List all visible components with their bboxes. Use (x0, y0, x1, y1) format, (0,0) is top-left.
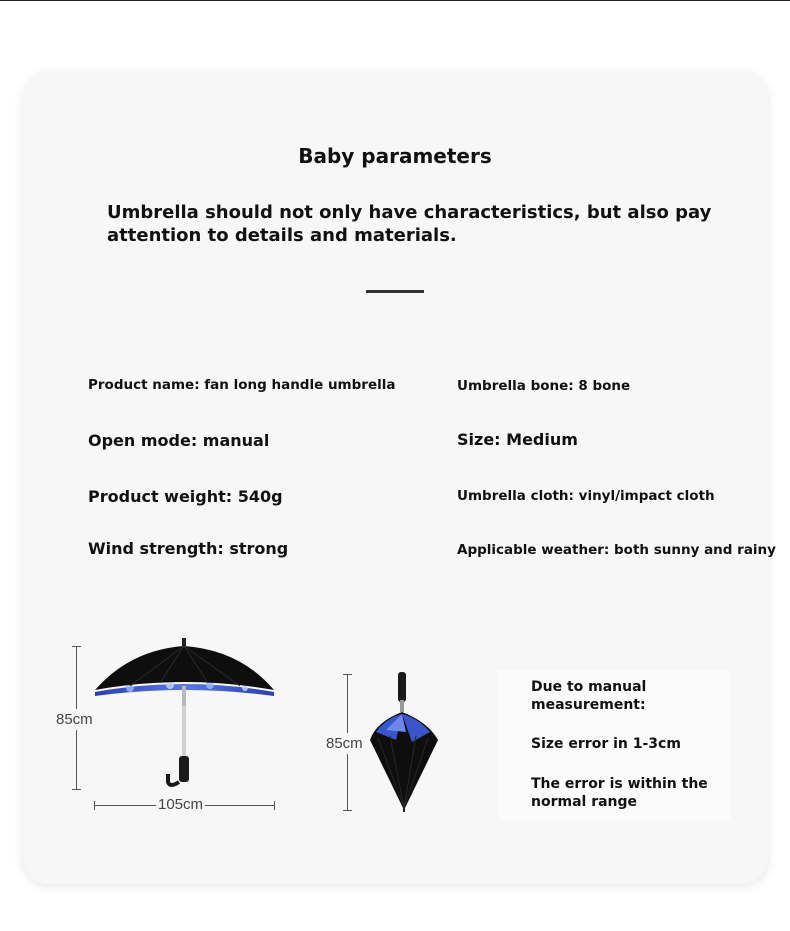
param-open-mode: Open mode: manual (88, 431, 270, 450)
closed-umbrella-image (366, 670, 446, 815)
page-subtitle: Umbrella should not only have characteristics, but also pay attention to details and materials. (107, 202, 712, 246)
open-umbrella-image (90, 636, 280, 796)
param-size: Size: Medium (457, 430, 578, 449)
closed-height-tick-bottom (343, 810, 352, 811)
closed-height-label: 85cm (326, 735, 363, 752)
open-height-tick-top (72, 646, 81, 647)
note-error-range: The error is within the normal range (531, 776, 708, 810)
param-applicable-weather: Applicable weather: both sunny and rainy (457, 542, 776, 558)
param-product-weight: Product weight: 540g (88, 487, 283, 506)
top-rule (0, 0, 790, 1)
closed-height-tick-top (343, 674, 352, 675)
param-wind-strength: Wind strength: strong (88, 539, 289, 558)
open-height-tick-bottom (72, 789, 81, 790)
page-title: Baby parameters (298, 144, 492, 168)
note-manual-measurement: Due to manual measurement: (531, 679, 647, 713)
param-product-name: Product name: fan long handle umbrella (88, 377, 396, 393)
param-umbrella-cloth: Umbrella cloth: vinyl/impact cloth (457, 488, 715, 504)
param-umbrella-bone: Umbrella bone: 8 bone (457, 378, 631, 394)
open-width-label: 105cm (158, 796, 204, 813)
open-width-tick-left (94, 801, 95, 810)
note-size-error: Size error in 1-3cm (531, 736, 681, 752)
section-divider (366, 290, 424, 293)
open-width-tick-right (274, 801, 275, 810)
open-height-label: 85cm (56, 711, 93, 728)
